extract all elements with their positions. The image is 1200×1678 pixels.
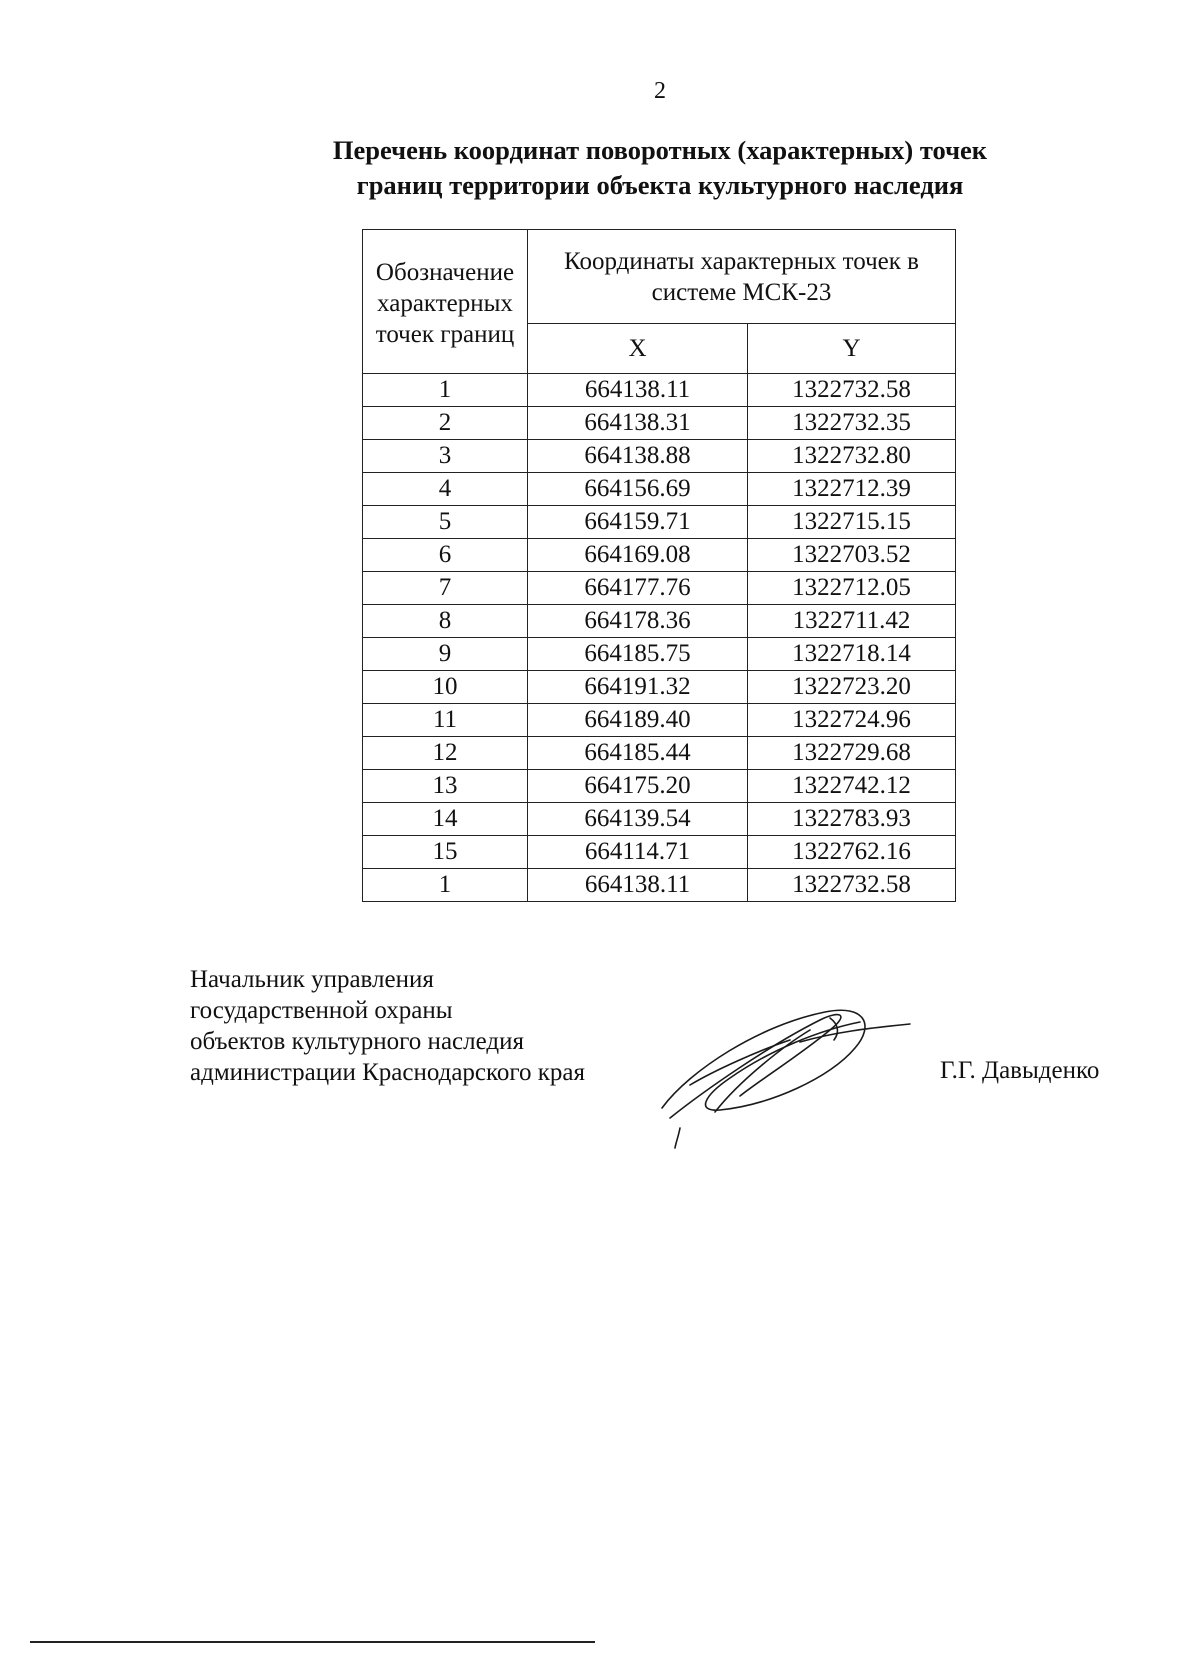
coords-group-header-line: системе МСК-23	[651, 279, 832, 306]
y-coordinate-cell: 1322732.58	[748, 374, 956, 407]
point-label-header-line: точек границ	[375, 321, 515, 348]
point-id-cell: 4	[363, 473, 528, 506]
title-line-1: Перечень координат поворотных (характерных) точек	[332, 135, 988, 165]
point-label-header-line: Обозначение	[375, 259, 515, 286]
table-row	[363, 440, 956, 473]
point-id-cell: 3	[363, 440, 528, 473]
x-coordinate-cell: 664189.40	[528, 704, 748, 737]
signer-position-line: администрации Краснодарского края	[190, 1059, 586, 1086]
point-label-header-line: характерных	[377, 290, 513, 317]
footer-rule	[30, 1641, 595, 1643]
signer-position-line: объектов культурного наследия	[190, 1028, 524, 1055]
x-coordinate-cell: 664138.88	[528, 440, 748, 473]
signer-position	[190, 964, 585, 1088]
coords-group-header	[528, 230, 956, 324]
table-row	[363, 605, 956, 638]
y-coordinate-cell: 1322723.20	[748, 671, 956, 704]
table-row	[363, 704, 956, 737]
signer-position-line: Начальник управления	[190, 966, 434, 993]
coordinates-table	[362, 229, 956, 902]
x-coordinate-cell: 664191.32	[528, 671, 748, 704]
x-coordinate-cell: 664177.76	[528, 572, 748, 605]
x-coordinate-cell: 664159.71	[528, 506, 748, 539]
y-coordinate-cell: 1322718.14	[748, 638, 956, 671]
y-coordinate-cell: 1322742.12	[748, 770, 956, 803]
table-row	[363, 407, 956, 440]
table-row	[363, 671, 956, 704]
page-number: 2	[654, 78, 666, 104]
x-coordinate-cell: 664185.44	[528, 737, 748, 770]
y-coordinate-cell: 1322712.39	[748, 473, 956, 506]
table-row	[363, 506, 956, 539]
point-id-cell: 10	[363, 671, 528, 704]
table-row	[363, 374, 956, 407]
x-coordinate-cell: 664156.69	[528, 473, 748, 506]
point-id-cell: 2	[363, 407, 528, 440]
point-id-cell: 7	[363, 572, 528, 605]
x-coordinate-cell: 664185.75	[528, 638, 748, 671]
point-id-cell: 12	[363, 737, 528, 770]
point-id-cell: 13	[363, 770, 528, 803]
y-coordinate-cell: 1322715.15	[748, 506, 956, 539]
x-coordinate-cell: 664169.08	[528, 539, 748, 572]
y-coordinate-cell: 1322732.35	[748, 407, 956, 440]
y-coordinate-cell: 1322732.58	[748, 869, 956, 902]
signer-name: Г.Г. Давыденко	[940, 1057, 1100, 1084]
table-row	[363, 737, 956, 770]
x-coordinate-cell: 664138.11	[528, 869, 748, 902]
y-coordinate-cell: 1322711.42	[748, 605, 956, 638]
y-coordinate-cell: 1322712.05	[748, 572, 956, 605]
table-row	[363, 572, 956, 605]
table-row	[363, 770, 956, 803]
point-label-header	[363, 230, 528, 374]
point-id-cell: 11	[363, 704, 528, 737]
handwritten-signature	[650, 1000, 940, 1150]
x-coordinate-cell: 664175.20	[528, 770, 748, 803]
x-coordinate-cell: 664114.71	[528, 836, 748, 869]
y-coordinate-cell: 1322703.52	[748, 539, 956, 572]
table-row	[363, 869, 956, 902]
y-coordinate-cell: 1322729.68	[748, 737, 956, 770]
point-id-cell: 15	[363, 836, 528, 869]
x-coordinate-cell: 664138.31	[528, 407, 748, 440]
point-id-cell: 5	[363, 506, 528, 539]
title-line-2: границ территории объекта культурного наследия	[356, 170, 964, 200]
y-coordinate-cell: 1322724.96	[748, 704, 956, 737]
point-id-cell: 9	[363, 638, 528, 671]
table-row	[363, 836, 956, 869]
point-id-cell: 1	[363, 374, 528, 407]
y-coordinate-cell: 1322783.93	[748, 803, 956, 836]
y-coordinate-cell: 1322732.80	[748, 440, 956, 473]
point-id-cell: 1	[363, 869, 528, 902]
document-title	[0, 133, 1200, 203]
point-id-cell: 6	[363, 539, 528, 572]
point-id-cell: 14	[363, 803, 528, 836]
table-row	[363, 803, 956, 836]
coordinates-table-body	[363, 374, 956, 902]
y-coordinate-cell: 1322762.16	[748, 836, 956, 869]
point-id-cell: 8	[363, 605, 528, 638]
table-row	[363, 638, 956, 671]
coords-group-header-line: Координаты характерных точек в	[564, 248, 919, 275]
x-coordinate-cell: 664138.11	[528, 374, 748, 407]
table-row	[363, 539, 956, 572]
signer-position-line: государственной охраны	[190, 997, 453, 1024]
table-row	[363, 473, 956, 506]
x-coordinate-cell: 664178.36	[528, 605, 748, 638]
y-column-header: Y	[748, 324, 956, 374]
x-coordinate-cell: 664139.54	[528, 803, 748, 836]
x-column-header: X	[528, 324, 748, 374]
